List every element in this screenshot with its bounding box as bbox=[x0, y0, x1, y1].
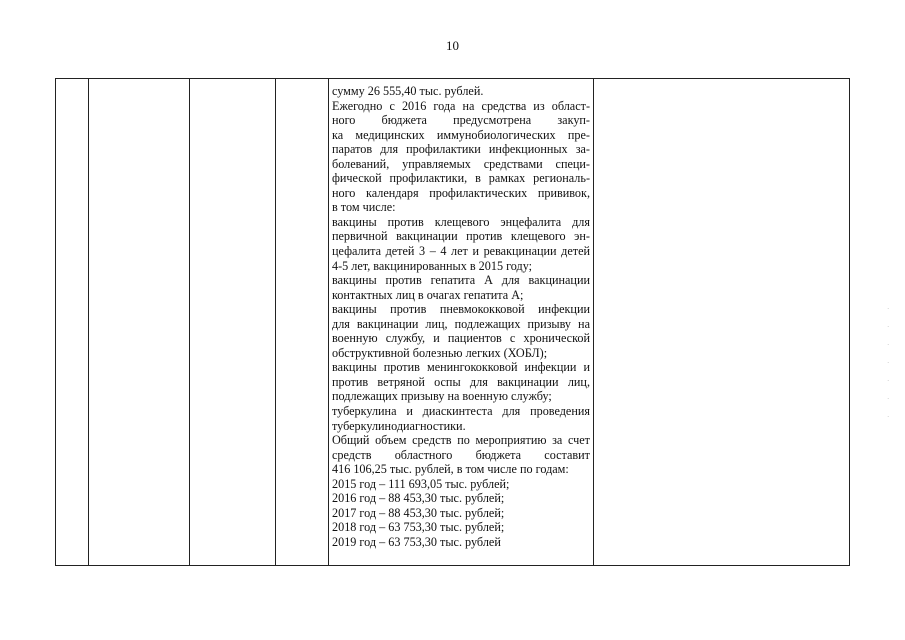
content-line: вакцины против пневмококковой инфекции bbox=[332, 302, 590, 317]
table-cell-content bbox=[329, 79, 594, 566]
content-line: ного календаря профилактических прививок, bbox=[332, 185, 590, 200]
page-number: 10 bbox=[446, 38, 459, 53]
table-cell-2 bbox=[89, 79, 190, 566]
content-line: ка медицинских иммунобиологических пре- bbox=[332, 127, 590, 142]
content-line: против ветряной оспы для вакцинации лиц, bbox=[332, 374, 590, 389]
content-line: болеваний, управляемых средствами специ- bbox=[332, 156, 590, 171]
content-line: для вакцинации лиц, подлежащих призыву на bbox=[332, 316, 590, 331]
content-line: контактных лиц в очагах гепатита А; bbox=[332, 287, 524, 302]
content-line: 2017 год – 88 453,30 тыс. рублей; bbox=[332, 505, 505, 520]
content-line: 2019 год – 63 753,30 тыс. рублей bbox=[332, 534, 501, 549]
content-line: Ежегодно с 2016 года на средства из област- bbox=[332, 98, 590, 113]
content-line: обструктивной болезнью легких (ХОБЛ); bbox=[332, 345, 548, 360]
content-line: вакцины против менингококковой инфекции и bbox=[332, 360, 590, 375]
content-line: вакцины против гепатита А для вакцинации bbox=[332, 273, 590, 288]
table-cell-4 bbox=[276, 79, 329, 566]
content-line: сумму 26 555,40 тыс. рублей. bbox=[332, 84, 484, 98]
content-line: ного бюджета предусмотрена закуп- bbox=[332, 113, 590, 128]
content-line: военную службу, и пациентов с хронической bbox=[332, 331, 590, 346]
content-line: 416 106,25 тыс. рублей, в том числе по годам: bbox=[332, 462, 569, 477]
table-cell-1 bbox=[56, 79, 89, 566]
content-line: Общий объем средств по мероприятию за счет bbox=[332, 433, 590, 448]
content-line: средств областного бюджета составит bbox=[332, 447, 590, 462]
content-line: фической профилактики, в рамках региональ- bbox=[332, 171, 590, 186]
document-table bbox=[55, 78, 850, 566]
content-line: туберкулина и диаскинтеста для проведения bbox=[332, 404, 590, 419]
content-line: 2018 год – 63 753,30 тыс. рублей; bbox=[332, 520, 505, 535]
content-line: цефалита детей 3 – 4 лет и ревакцинации детей bbox=[332, 244, 590, 259]
margin-scan-marks: · · · · · · · bbox=[887, 305, 890, 421]
content-line: подлежащих призыву на военную службу; bbox=[332, 389, 552, 404]
content-line: туберкулинодиагностики. bbox=[332, 418, 466, 433]
content-line: в том числе: bbox=[332, 200, 396, 215]
content-text bbox=[332, 84, 590, 550]
table-cell-3 bbox=[190, 79, 276, 566]
content-line: 4-5 лет, вакцинированных в 2015 году; bbox=[332, 258, 533, 273]
content-line: паратов для профилактики инфекционных за- bbox=[332, 142, 590, 157]
table-cell-6 bbox=[594, 79, 850, 566]
content-line: первичной вакцинации против клещевого эн- bbox=[332, 229, 590, 244]
content-line: 2015 год – 111 693,05 тыс. рублей; bbox=[332, 476, 510, 491]
content-line: вакцины против клещевого энцефалита для bbox=[332, 214, 590, 229]
table-row bbox=[56, 79, 850, 566]
content-line: 2016 год – 88 453,30 тыс. рублей; bbox=[332, 491, 505, 506]
